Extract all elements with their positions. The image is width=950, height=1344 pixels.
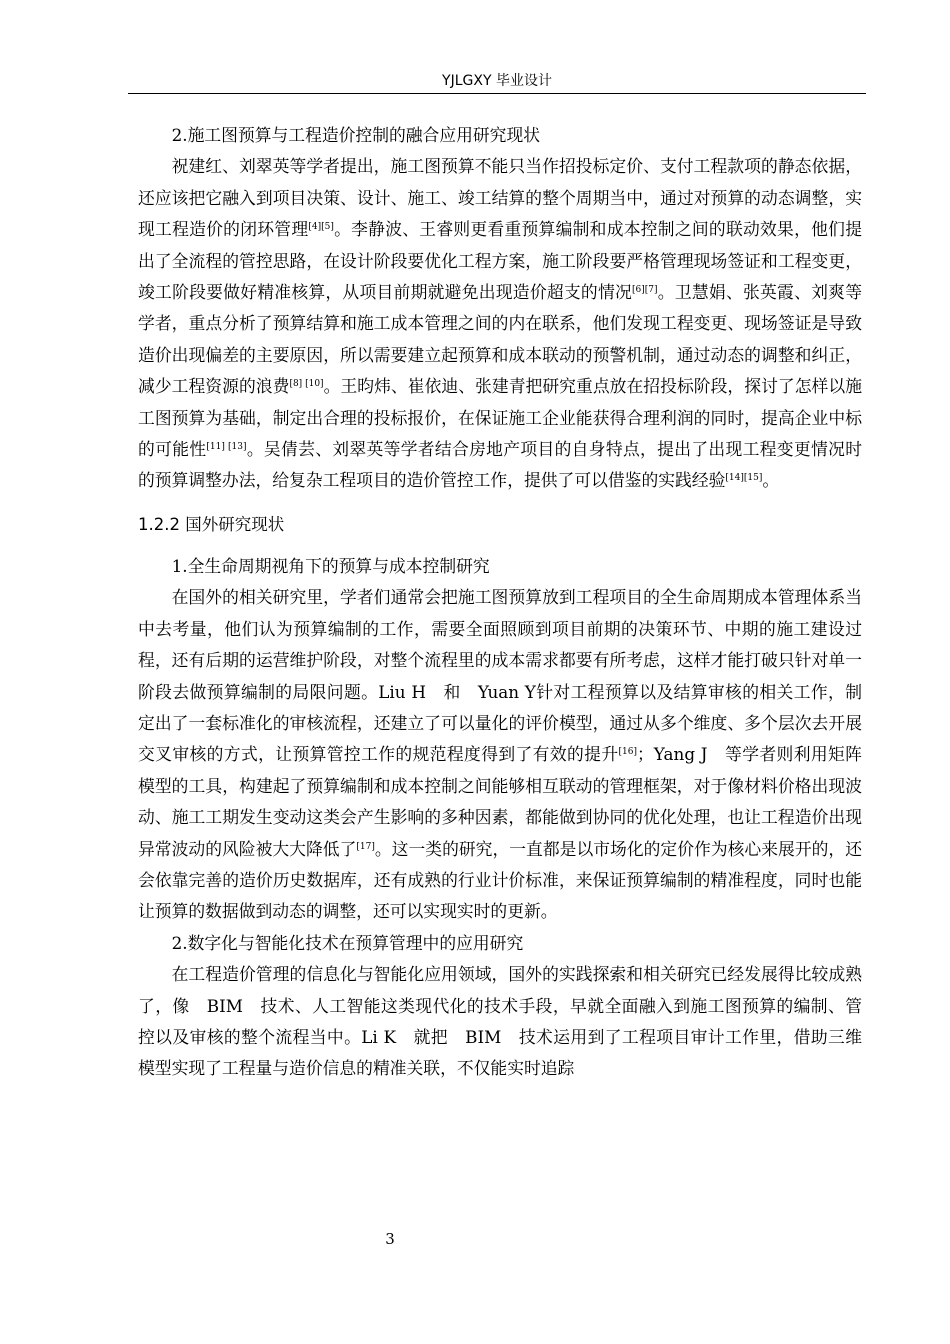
text-line: 偏差的主要原因，所以需要建立起预算和成本联动的预警机制，通过动态的调整和纠 — [205, 344, 829, 365]
page-header — [128, 72, 866, 90]
text-line: 可以量化的评价模型，通过从多个维度、多个层次去开展交叉审核的方式，让预算管 — [138, 712, 862, 765]
text-line: 理利润的同时，提高企业中标的可能性[11] [13]。吴倩芸、刘翠英等学者结合房地产项目 — [138, 407, 862, 460]
text-line: 的自身特点，提出了出现工程变更情况时的预算调整办法，给复杂工程项目的造价管 — [138, 439, 862, 491]
page-body — [138, 120, 862, 1085]
text-line: 祝建红、刘翠英等学者提出，施工图预算不能只当作招投标定价、支付工程款项的 — [171, 156, 778, 177]
citation: [6][7] — [632, 285, 658, 296]
text-line: 控工作的规范程度得到了有效的提升[16]；Yang J 等学者则利用矩阵模型的工具，构建 — [138, 744, 862, 796]
text-line: 目审计工作里，借助三维模型实现了工程量与造价信息的精准关联，不仅能实时追踪 — [138, 1026, 862, 1079]
subsection-heading: 2.数字化与智能化技术在预算管理中的应用研究 — [171, 932, 524, 953]
text-line: 的更新。 — [490, 901, 558, 922]
citation: [16] — [618, 747, 637, 758]
paragraph — [138, 582, 862, 927]
text-line: 节、中期的施工建设过程，还有后期的运营维护阶段，对整个流程里的成本需求都要 — [138, 618, 862, 671]
text-line: 有所考虑，这样才能打破只针对单一阶段去做预算编制的局限问题。Liu H 和 Yuan Y — [138, 650, 862, 702]
text-line: 针对工程预算以及结算审核的相关工作，制定出了一套标准化的审核流程，还建立了 — [138, 681, 862, 733]
text-line: 结算和施工成本管理之间的内在联系，他们发现工程变更、现场签证是导致造价出现 — [138, 313, 862, 365]
text-line: 过对预算的动态调整，实现工程造价的闭环管理[4][5]。李静波、王睿则更看重预算编制 — [138, 187, 862, 240]
text-line: 施工工期发生变动这类会产生影响的多种因素，都能做到协同的优化处理，也让工程 — [171, 807, 795, 828]
page-number-text: 3 — [385, 1230, 395, 1248]
header-rule — [128, 93, 866, 94]
text-line: 起了预算编制和成本控制之间能够相互联动的管理框架，对于像材料价格出现波动、 — [138, 775, 862, 828]
text-line: 正，减少工程资源的浪费[8] [10]。王昀炜、崔依迪、张建青把研究重点放在招投标阶段， — [138, 344, 862, 397]
text-line: 控工作，提供了可以借鉴的实践经验[14][15]。 — [456, 470, 780, 491]
citation: [4][5] — [308, 222, 334, 233]
text-line: 在工程造价管理的信息化与智能化应用领域，国外的实践探索和相关研究已经发展 — [171, 964, 778, 985]
subsection-heading: 2.施工图预算与工程造价控制的融合应用研究现状 — [171, 125, 541, 145]
citation: [11] [13] — [206, 442, 247, 453]
text-line: 保证预算编制的精准程度，同时也能让预算的数据做到动态的调整，还可以实现实时 — [138, 869, 862, 922]
text-line: 探讨了怎样以施工图预算为基础，制定出合理的投标报价，在保证施工企业能获得合 — [138, 376, 862, 428]
text-line: 前期就避免出现造价超支的情况[6][7]。卫慧娟、张英霞、刘爽等学者，重点分析了预算 — [138, 282, 862, 334]
paragraph — [138, 151, 862, 496]
header-title: YJLGXY 毕业设计 — [442, 73, 552, 89]
text-line: 管理体系当中去考量，他们认为预算编制的工作，需要全面照顾到项目前期的决策环 — [138, 587, 862, 639]
text-line: 在国外的相关研究里，学者们通常会把施工图预算放到工程项目的全生命周期成本 — [171, 587, 778, 608]
citation: [17] — [356, 841, 375, 852]
citation: [14][15] — [725, 473, 763, 484]
text-line: 得比较成熟了，像 BIM 技术、人工智能这类现代化的技术手段，早就全面融入到施工 — [138, 964, 862, 1016]
paragraph — [138, 959, 862, 1085]
section-title: 1.2.2 国外研究现状 — [138, 514, 285, 534]
text-line: 造价出现异常波动的风险被大大降低了[17]。这一类的研究，一直都是以市场化的定价 — [138, 807, 862, 859]
citation: [8] [10] — [289, 379, 324, 390]
text-line: 作为核心来展开的，还会依靠完善的造价历史数据库，还有成熟的行业计价标准，来 — [138, 838, 862, 890]
subsection-heading: 1.全生命周期视角下的预算与成本控制研究 — [171, 555, 490, 576]
text-line: 图预算的编制、管控以及审核的整个流程当中。Li K 就把 BIM 技术运用到了工程项 — [138, 995, 862, 1047]
text-line: 和成本控制之间的联动效果，他们提出了全流程的管控思路，在设计阶段要优化工程 — [138, 219, 862, 271]
page-number — [370, 1230, 410, 1248]
text-line: 静态依据，还应该把它融入到项目决策、设计、施工、竣工结算的整个周期当中，通 — [138, 156, 862, 208]
text-line: 方案，施工阶段要严格管理现场签证和工程变更，竣工阶段要做好精准核算，从项目 — [138, 250, 862, 303]
